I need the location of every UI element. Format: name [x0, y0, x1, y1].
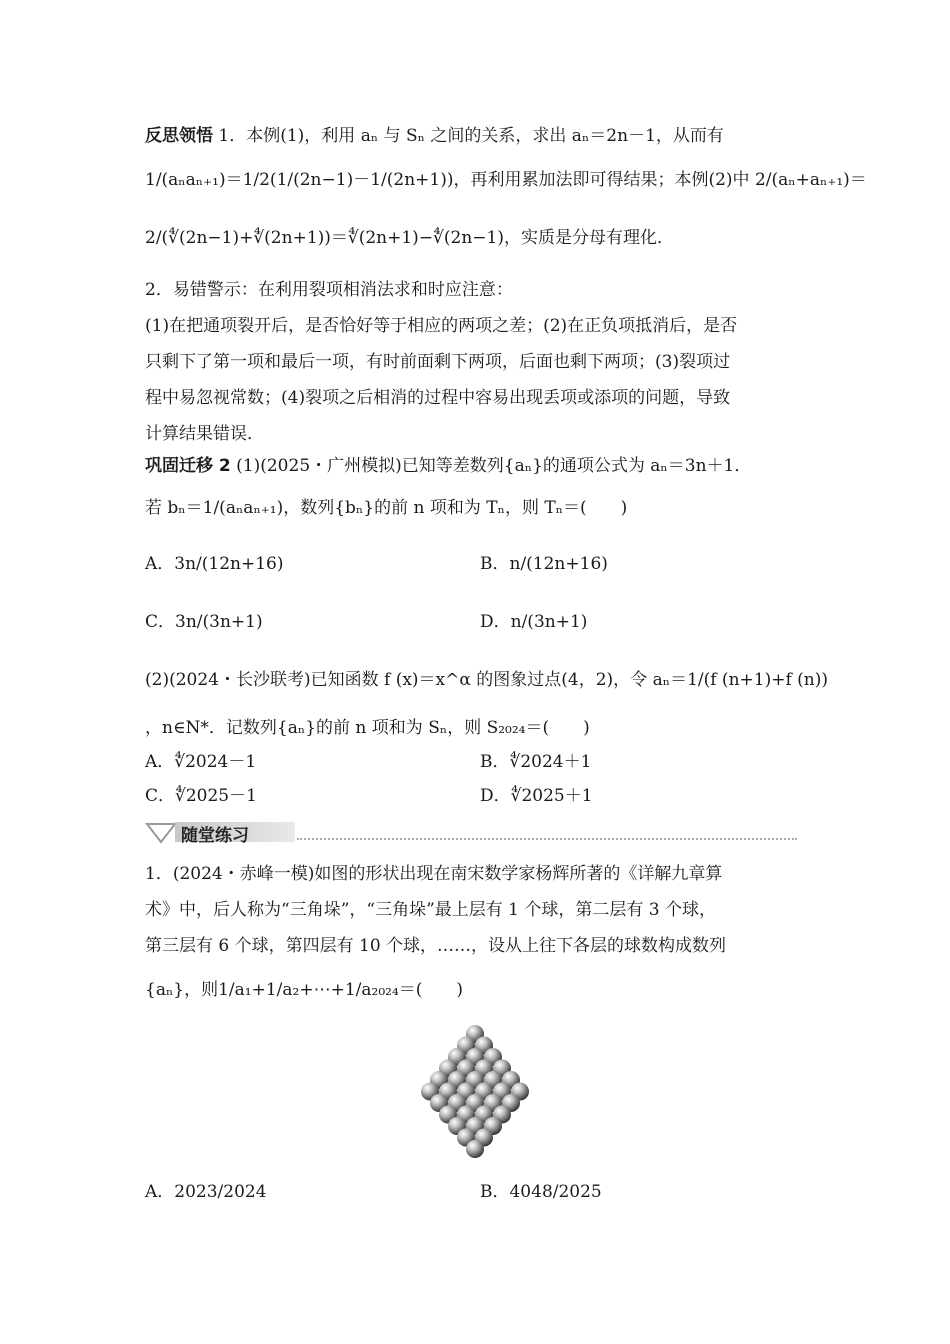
- banner-dots: [297, 838, 797, 840]
- transfer-q1-option-a[interactable]: A．3n/(12n+16): [145, 554, 284, 574]
- reflection-line-7: 程中易忽视常数；(4)裂项之后相消的过程中容易出现丢项或添项的问题，导致: [145, 388, 731, 408]
- transfer-q2-line-1: (2)(2024・长沙联考)已知函数 f (x)＝x^α 的图象过点(4，2)，令 aₙ＝1/(f (n+1)+f (n)): [145, 670, 828, 690]
- reflection-text-1: 1．本例(1)，利用 aₙ 与 Sₙ 之间的关系，求出 aₙ＝2n－1，从而有: [218, 126, 724, 146]
- transfer-q1-option-d[interactable]: D．n/(3n+1): [480, 612, 588, 632]
- reflection-line-1: [145, 128, 724, 145]
- reflection-line-5: (1)在把通项裂开后，是否恰好等于相应的两项之差；(2)在正负项抵消后，是否: [145, 316, 738, 336]
- reflection-line-4: 2．易错警示：在利用裂项相消法求和时应注意：: [145, 280, 513, 300]
- practice-q1-line-1: 1．(2024・赤峰一模)如图的形状出现在南宋数学家杨辉所著的《详解九章算: [145, 864, 723, 884]
- practice-q1-line-3: 第三层有 6 个球，第四层有 10 个球，……，设从上往下各层的球数构成数列: [145, 936, 727, 956]
- practice-q1-option-b[interactable]: B．4048/2025: [480, 1182, 602, 1202]
- practice-q1-line-4: {aₙ}，则1/a₁+1/a₂+⋯+1/a₂₀₂₄＝( ): [145, 980, 464, 1000]
- transfer-q1-line-1: [145, 458, 751, 475]
- transfer-q2-option-d[interactable]: D．∜2025＋1: [480, 786, 593, 806]
- reflection-line-6: 只剩下了第一项和最后一项，有时前面剩下两项，后面也剩下两项；(3)裂项过: [145, 352, 731, 372]
- transfer-q1-text-1: (1)(2025・广州模拟)已知等差数列{aₙ}的通项公式为 aₙ＝3n＋1．: [236, 456, 752, 476]
- ball-pyramid-icon: [405, 1022, 545, 1162]
- transfer-title: 巩固迁移 2: [145, 456, 231, 476]
- triangle-stack-image: [405, 1022, 545, 1162]
- practice-q1-option-a[interactable]: A．2023/2024: [145, 1182, 267, 1202]
- transfer-q1-line-2: 若 bₙ＝1/(aₙaₙ₊₁)，数列{bₙ}的前 n 项和为 Tₙ，则 Tₙ＝( ): [145, 498, 628, 518]
- practice-banner: [145, 820, 805, 844]
- transfer-q2-option-b[interactable]: B．∜2024＋1: [480, 752, 592, 772]
- banner-triangle-icon: [145, 820, 179, 844]
- reflection-line-2: 1/(aₙaₙ₊₁)＝1/2(1/(2n−1)－1/(2n+1))，再利用累加法即可得结果；本例(2)中 2/(aₙ+aₙ₊₁)＝: [145, 170, 867, 190]
- transfer-q2-line-2: ，n∈N*．记数列{aₙ}的前 n 项和为 Sₙ，则 S₂₀₂₄＝( ): [145, 718, 590, 738]
- reflection-title: 反思领悟: [145, 126, 213, 146]
- transfer-q2-option-a[interactable]: A．∜2024－1: [145, 752, 257, 772]
- practice-q1-line-2: 术》中，后人称为“三角垛”，“三角垛”最上层有 1 个球，第二层有 3 个球，: [145, 900, 717, 920]
- transfer-q1-option-c[interactable]: C．3n/(3n+1): [145, 612, 263, 632]
- reflection-line-3: 2/(∜(2n−1)+∜(2n+1))＝∜(2n+1)−∜(2n−1)，实质是分母有理化．: [145, 228, 674, 248]
- ball: [466, 1140, 484, 1158]
- banner-label: 随堂练习: [181, 826, 249, 846]
- transfer-q1-option-b[interactable]: B．n/(12n+16): [480, 554, 608, 574]
- transfer-q2-option-c[interactable]: C．∜2025－1: [145, 786, 257, 806]
- reflection-line-8: 计算结果错误．: [145, 424, 264, 444]
